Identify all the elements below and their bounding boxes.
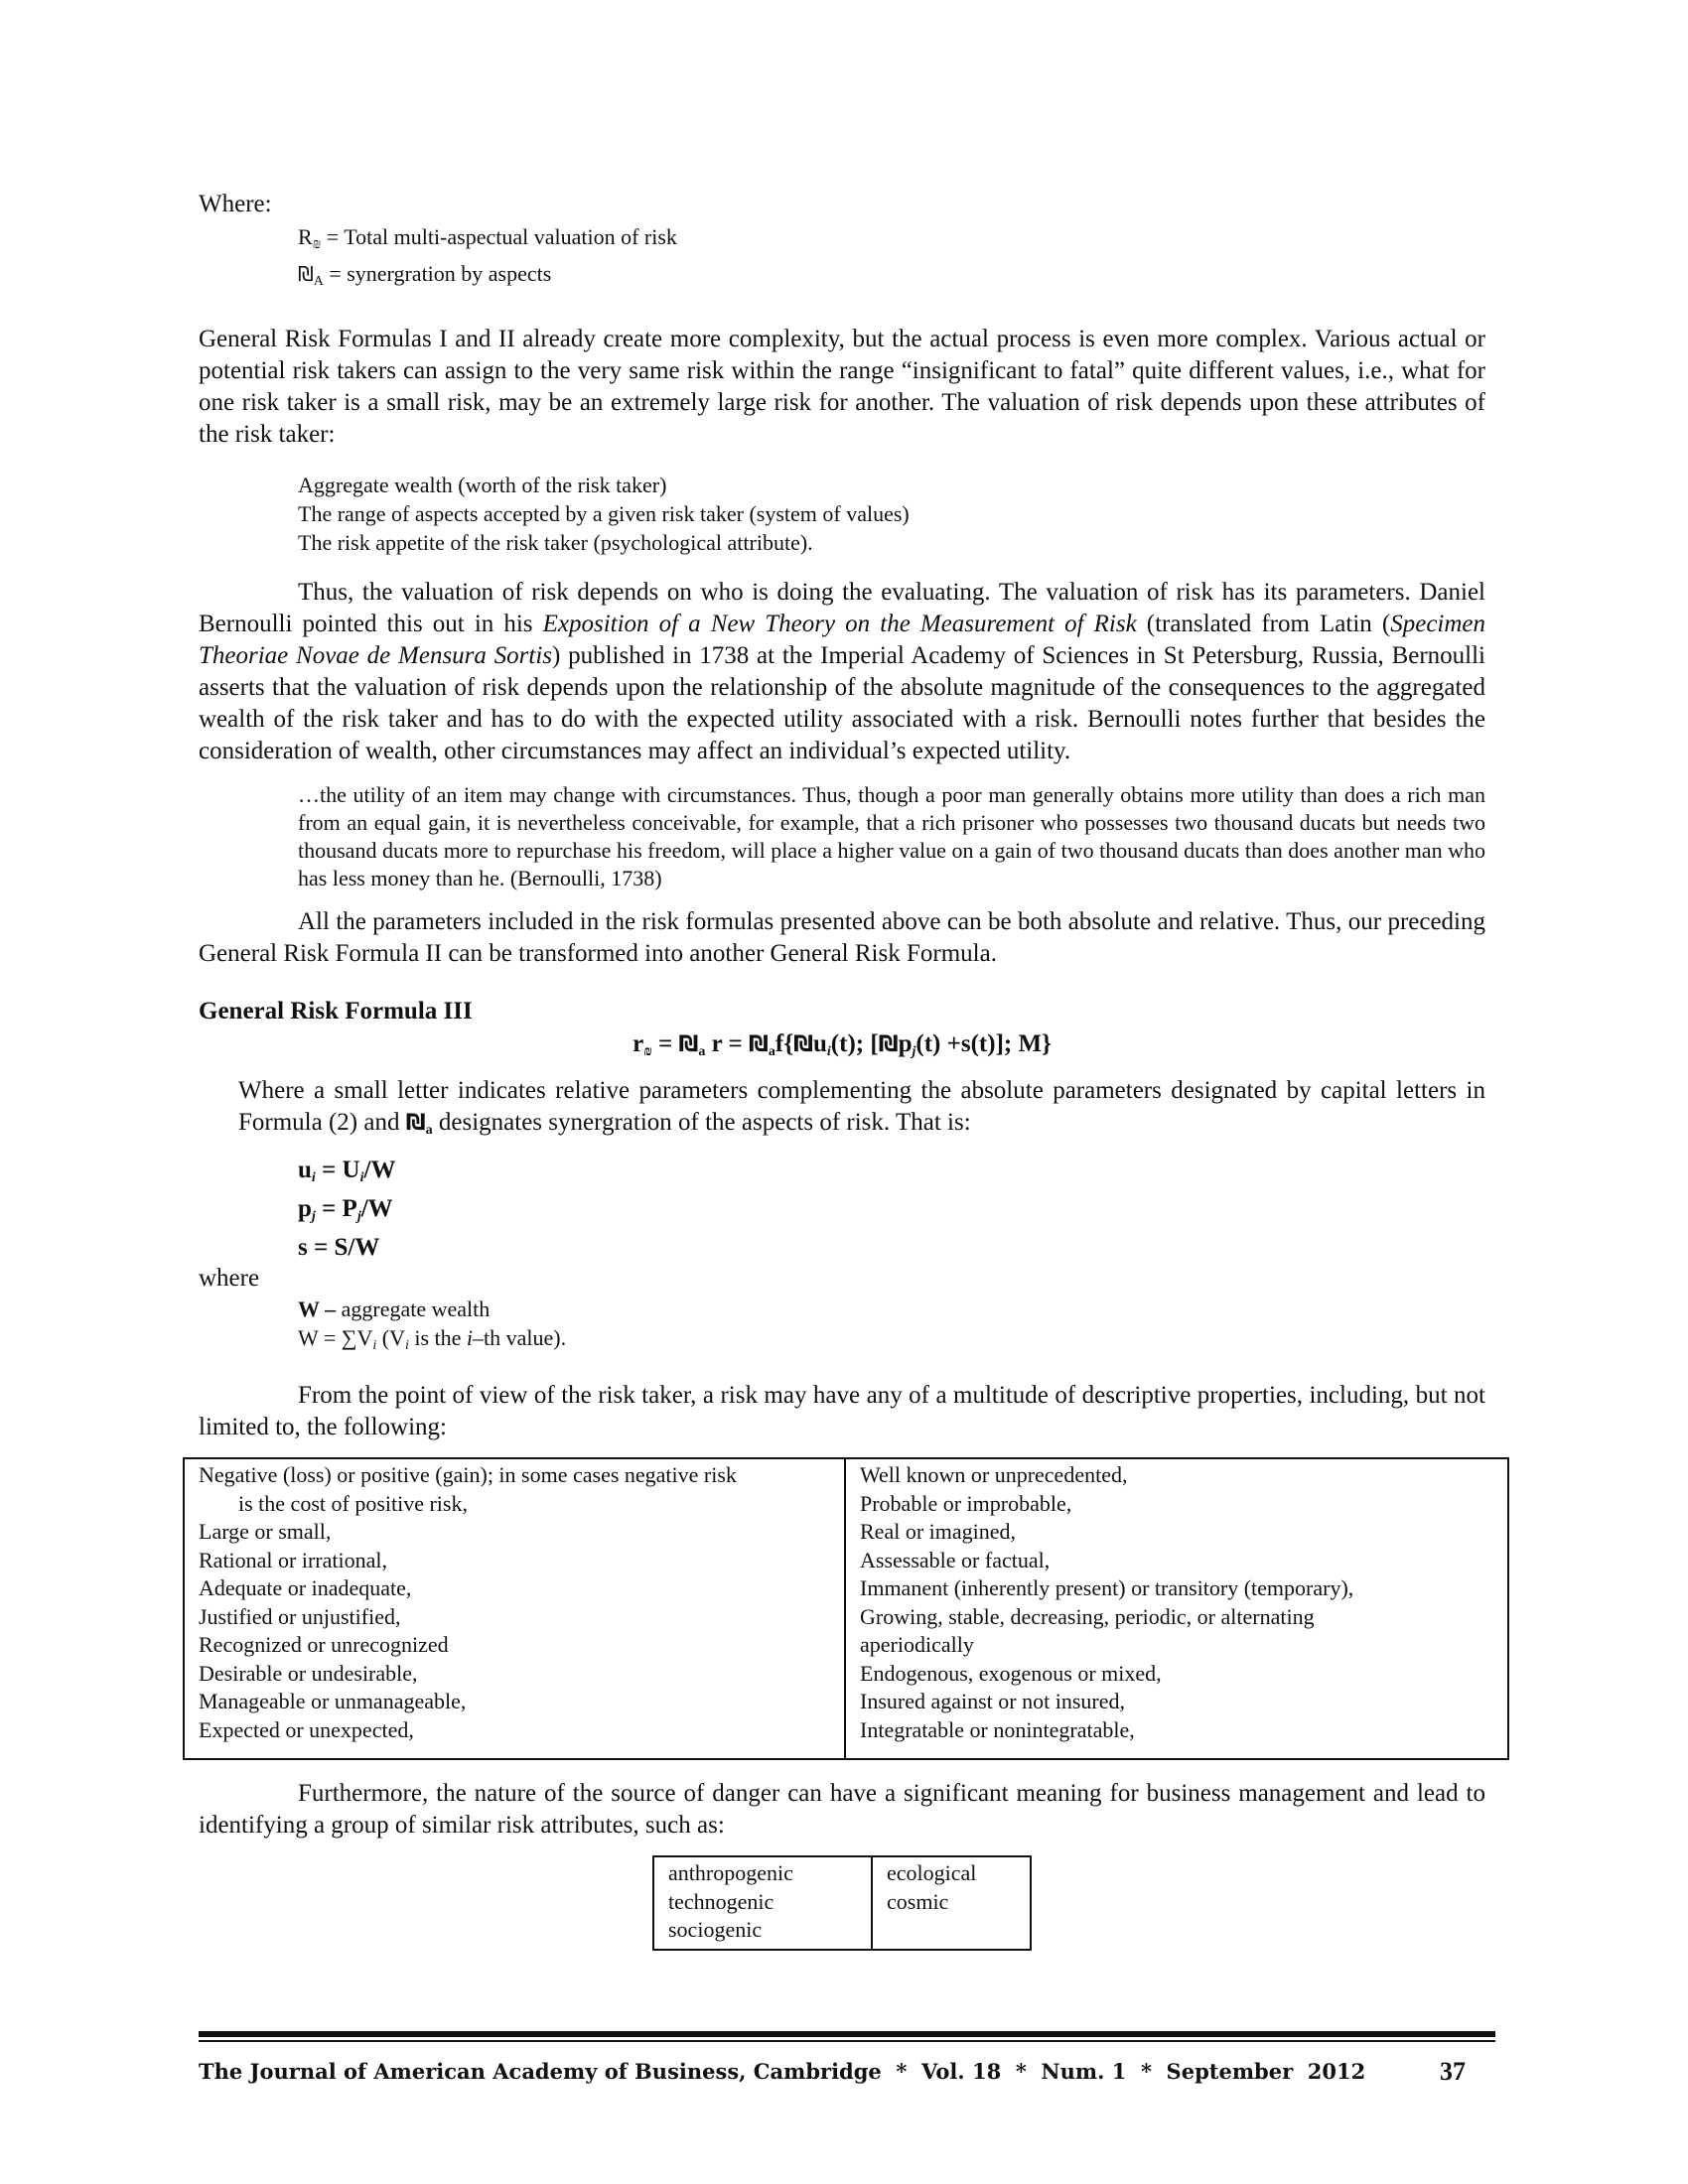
property-item: Real or imagined, xyxy=(860,1519,1017,1544)
property-item: Assessable or factual, xyxy=(860,1547,1051,1572)
property-item: Manageable or unmanageable, xyxy=(199,1689,467,1713)
danger-source-table xyxy=(652,1855,1032,1951)
paragraph-bernoulli: Thus, the valuation of risk depends on who is doing the evaluating. The valuation of risk has its parameters. Daniel Bernoulli pointed this out in his Exposition of a New Theory on the Measurement of Risk (translated from Latin (Specimen Theoriae Novae de Mensura Sortis) published in 1738 at the Imperial Academy of Sciences in St Petersburg, Russia, Bernoulli asserts that the valuation of risk depends upon the relationship of the absolute magnitude of the consequences to the aggregated wealth of the risk taker and has to do with the expected utility associated with a risk. Bernoulli notes further that besides the consideration of wealth, other circumstances may affect an individual’s expected utility. xyxy=(199,579,1486,764)
attribute-item: The risk appetite of the risk taker (psychological attribute). xyxy=(298,530,813,555)
bernoulli-quote: …the utility of an item may change with circumstances. Thus, though a poor man generally obtains more utility than does a rich man from an equal gain, it is nevertheless conceivable, for example, that a rich prisoner who possesses two thousand ducats but needs two thousand ducats more to repurchase his freedom, will place a higher value on a gain of two thousand ducats than does another man who has less money than he. (Bernoulli, 1738) xyxy=(298,782,1485,890)
property-item: Well known or unprecedented, xyxy=(860,1462,1128,1487)
footer-rule-thin xyxy=(199,2040,1495,2042)
property-item: aperiodically xyxy=(860,1632,974,1657)
attribute-item: The range of aspects accepted by a given risk taker (system of values) xyxy=(298,501,910,526)
property-item: Expected or unexpected, xyxy=(199,1716,414,1742)
relative-definitions xyxy=(298,1155,1485,1263)
paragraph-properties: From the point of view of the risk taker, a risk may have any of a multitude of descriptive properties, including, but not limited to, the following: xyxy=(199,1382,1485,1440)
property-item: Desirable or undesirable, xyxy=(199,1660,418,1686)
book-title: Exposition of a New Theory on the Measurement of Risk xyxy=(542,611,1137,637)
property-item: Growing, stable, decreasing, periodic, or alternating xyxy=(860,1603,1315,1629)
paragraph-parameters: All the parameters included in the risk formulas presented above can be both absolute and relative. Thus, our preceding General Risk Formula II can be transformed into another General Risk Formula. xyxy=(199,908,1485,967)
property-item: Negative (loss) or positive (gain); in some cases negative risk xyxy=(199,1462,737,1487)
property-item: is the cost of positive risk, xyxy=(238,1490,468,1516)
property-item: Adequate or inadequate, xyxy=(199,1575,412,1600)
page-footer xyxy=(199,2057,1485,2087)
where-label-2: where xyxy=(199,1265,260,1292)
property-item: Justified or unjustified, xyxy=(199,1603,401,1629)
risk-properties-table xyxy=(183,1457,1509,1760)
property-item: Immanent (inherently present) or transitory (temporary), xyxy=(860,1575,1354,1600)
property-item: Integratable or nonintegratable, xyxy=(860,1716,1135,1742)
journal-citation: The Journal of American Academy of Business, Cambridge * Vol. 18 * Num. 1 * September 2012 xyxy=(199,2059,1366,2084)
property-item: Rational or irrational, xyxy=(199,1547,387,1572)
paragraph-sources: Furthermore, the nature of the source of danger can have a significant meaning for business management and lead to identifying a group of similar risk attributes, such as: xyxy=(199,1780,1485,1839)
wealth-definition: W – aggregate wealth xyxy=(298,1297,491,1321)
properties-left-column xyxy=(184,1458,845,1759)
wealth-sum: $W = \sum V_i$ ($V_i$ is the i–th value). xyxy=(298,1325,567,1353)
property-item: Insured against or not insured, xyxy=(860,1689,1125,1713)
relative-s: s = S/W xyxy=(298,1234,380,1261)
properties-right-column xyxy=(845,1458,1508,1759)
property-item: Probable or improbable, xyxy=(860,1490,1072,1516)
formula-III: $r_₪$ = $₪_a$ $r = ₪_af\{₪u_i(t)$; $[₪p_j(t) +s(t)]$; M} xyxy=(633,1030,1052,1059)
property-item: Endogenous, exogenous or mixed, xyxy=(860,1660,1162,1686)
definition-synergration: $₪_A$ = synergration by aspects xyxy=(298,261,552,289)
paragraph-relative: Where a small letter indicates relative parameters complementing the absolute parameters designated by capital letters in Formula (2) and $₪_a$ designates synergration of the aspects of risk. That is: xyxy=(238,1077,1485,1138)
wealth-definitions xyxy=(298,1295,1485,1360)
relative-p: $p_j = P_j/W$ xyxy=(298,1195,393,1224)
attribute-item: Aggregate wealth (worth of the risk taker) xyxy=(298,473,667,497)
definition-total-valuation: $R_₪$ = Total multi-aspectual valuation of risk xyxy=(298,224,677,252)
page-content xyxy=(199,189,1485,1951)
where-definitions xyxy=(298,222,1485,296)
latin-title: Specimen Theoriae Novae de Mensura Sortis xyxy=(199,611,1486,669)
source-item: ecological xyxy=(887,1860,977,1885)
source-item: technogenic xyxy=(668,1888,774,1914)
source-item: cosmic xyxy=(887,1888,949,1914)
property-item: Recognized or unrecognized xyxy=(199,1632,449,1657)
source-item: sociogenic xyxy=(668,1917,763,1942)
where-label: Where: xyxy=(199,191,272,217)
source-item: anthropogenic xyxy=(668,1860,793,1885)
page-number: 37 xyxy=(1440,2057,1466,2086)
sources-column-1 xyxy=(653,1856,872,1950)
formula-heading: General Risk Formula III xyxy=(199,998,473,1024)
attribute-list xyxy=(298,471,1485,557)
paragraph-complexity: General Risk Formulas I and II already create more complexity, but the actual process is even more complex. Various actual or potential risk takers can assign to the very same risk within the range “insignificant to fatal” quite different values, i.e., what for one risk taker is a small risk, may be an extremely large risk for another. The valuation of risk depends upon these attributes of the risk taker: xyxy=(199,326,1485,448)
sources-column-2 xyxy=(872,1856,1031,1950)
footer-rule-thick xyxy=(199,2031,1495,2037)
property-item: Large or small, xyxy=(199,1519,332,1544)
relative-u: $u_i = U_i/W$ xyxy=(298,1157,396,1185)
